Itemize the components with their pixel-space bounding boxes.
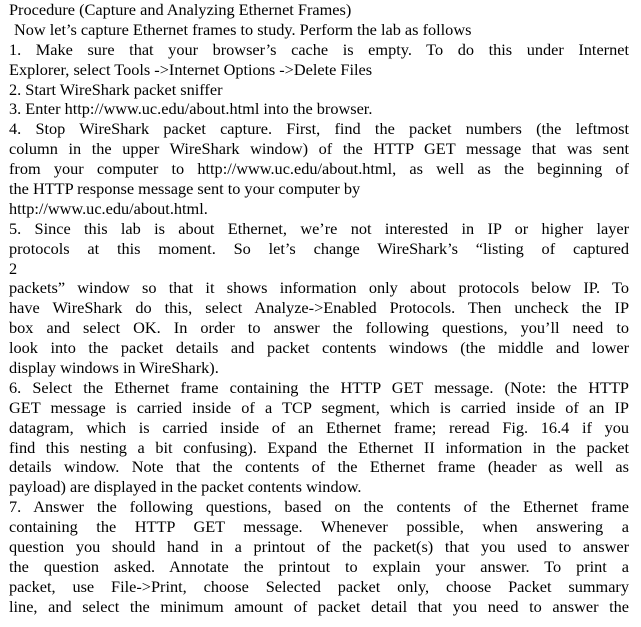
step-4-line-5: http://www.uc.edu/about.html. (9, 198, 208, 218)
step-6-line-3: datagram, which is carried inside of an Ethernet frame; reread Fig. 16.4 if you (9, 417, 629, 437)
step-4-line-3: from your computer to http://www.uc.edu/about.html, as well as the beginning of (9, 159, 629, 179)
intro-line: Now let’s capture Ethernet frames to study. Perform the lab as follows (14, 19, 472, 39)
step-6-line-4: find this nesting a bit confusing). Expand the Ethernet II information in the packet (9, 437, 629, 457)
step-2-line: 2. Start WireShark packet sniffer (9, 79, 223, 99)
step-4-line-2: column in the upper WireShark window) of the HTTP GET message that was sent (9, 139, 629, 159)
step-5-line-7: display windows in WireShark). (9, 358, 219, 378)
step-5-line-3: packets” window so that it shows information only about protocols below IP. To (9, 278, 629, 298)
step-5-line-2: protocols at this moment. So let’s change WireShark’s “listing of captured (9, 238, 629, 258)
step-6-line-6: payload) are displayed in the packet contents window. (9, 477, 362, 497)
step-7-line-5: packet, use File->Print, choose Selected packet only, choose Packet summary (9, 576, 629, 596)
step-6-line-2: GET message is carried inside of a TCP segment, which is carried inside of an IP (9, 397, 629, 417)
step-5-line-6: look into the packet details and packet contents windows (the middle and lower (9, 338, 629, 358)
step-3-line: 3. Enter http://www.uc.edu/about.html into the browser. (9, 99, 373, 119)
step-5-line-5: box and select OK. In order to answer the following questions, you’ll need to (9, 318, 629, 338)
step-7-line-2: containing the HTTP GET message. Whenever possible, when answering a (9, 517, 629, 537)
step-6-line-1: 6. Select the Ethernet frame containing the HTTP GET message. (Note: the HTTP (9, 377, 629, 397)
step-5-line-1: 5. Since this lab is about Ethernet, we’re not interested in IP or higher layer (9, 218, 629, 238)
step-7-line-1: 7. Answer the following questions, based on the contents of the Ethernet frame (9, 497, 629, 517)
step-1-line-2: Explorer, select Tools ->Internet Options ->Delete Files (9, 59, 373, 79)
step-4-line-1: 4. Stop WireShark packet capture. First, find the packet numbers (the leftmost (9, 119, 629, 139)
step-7-line-6: line, and select the minimum amount of packet detail that you need to answer the (9, 596, 629, 616)
page-number: 2 (9, 258, 18, 278)
step-7-line-3: question you should hand in a printout of the packet(s) that you used to answer (9, 537, 629, 557)
step-5-line-4: have WireShark do this, select Analyze->Enabled Protocols. Then uncheck the IP (9, 298, 629, 318)
procedure-document (9, 0, 629, 617)
step-7-line-4: the question asked. Annotate the printout to explain your answer. To print a (9, 556, 629, 576)
procedure-title: Procedure (Capture and Analyzing Ethernet Frames) (9, 0, 352, 19)
step-1-line-1: 1. Make sure that your browser’s cache is empty. To do this under Internet (9, 39, 629, 59)
step-4-line-4: the HTTP response message sent to your computer by (9, 179, 361, 199)
step-6-line-5: details window. Note that the contents of the Ethernet frame (header as well as (9, 457, 629, 477)
